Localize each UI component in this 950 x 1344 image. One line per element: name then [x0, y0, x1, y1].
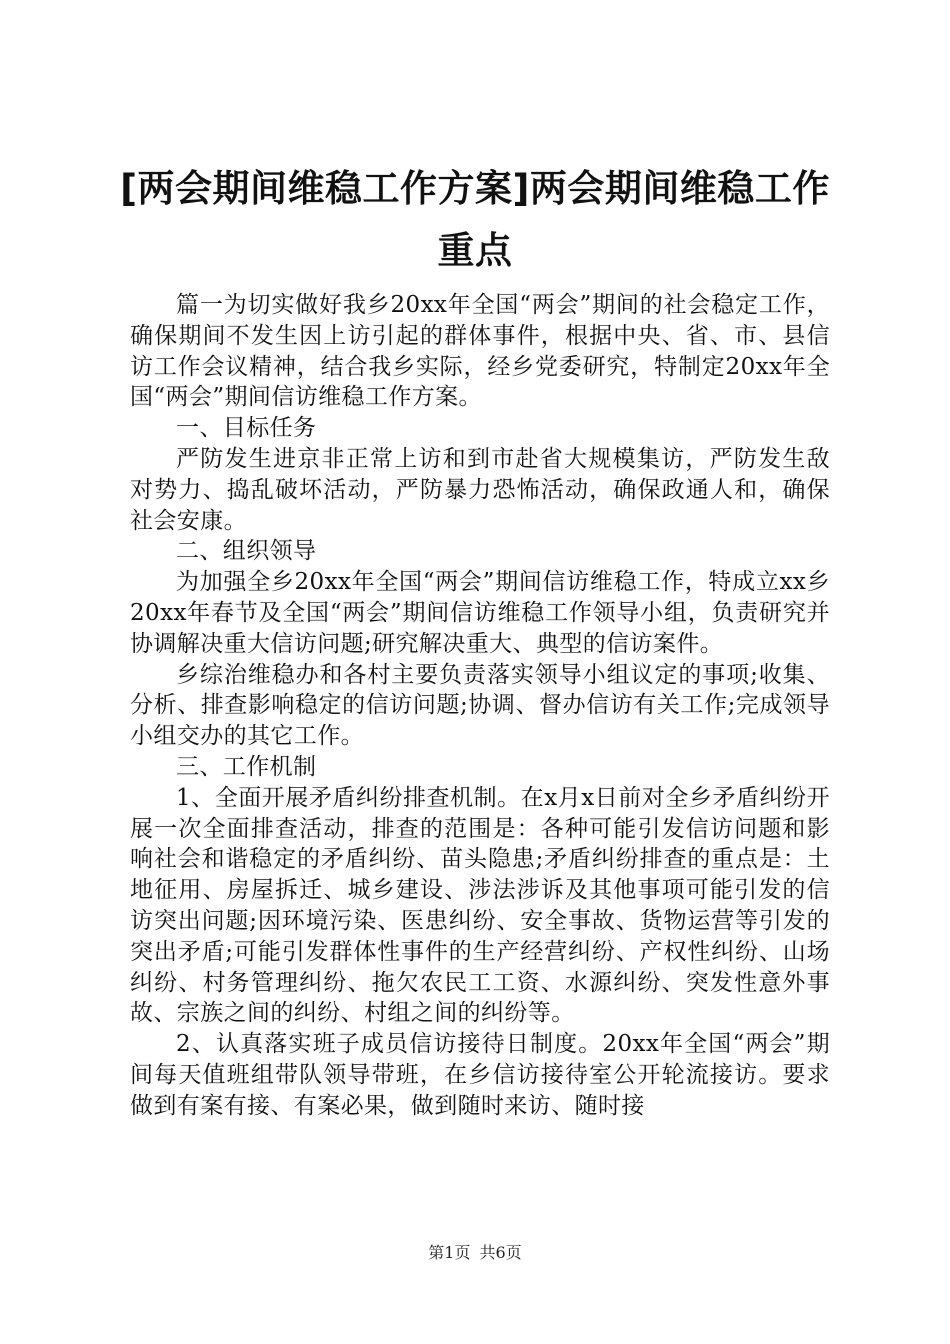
paragraph-responsibilities: 乡综治维稳办和各村主要负责落实领导小组议定的事项;收集、分析、排查影响稳定的信访问题;协调、督办信访有关工作;完成领导小组交办的其它工作。	[130, 661, 830, 750]
paragraph-goals: 严防发生进京非正常上访和到市赴省大规模集访，严防发生敌对势力、捣乱破坏活动，严防暴力恐怖活动，确保政通人和，确保社会安康。	[130, 445, 830, 534]
page-footer	[0, 1242, 950, 1264]
heading-goals: 一、目标任务	[176, 415, 317, 442]
paragraph-organization: 为加强全乡20xx年全国“两会”期间信访维稳工作，特成立xx乡20xx年春节及全国“两会”期间信访维稳工作领导小组，负责研究并协调解决重大信访问题;研究解决重大、典型的信访案件。	[130, 569, 830, 657]
paragraph-intro: 篇一为切实做好我乡20xx年全国“两会”期间的社会稳定工作，确保期间不发生因上访引起的群体事件，根据中央、省、市、县信访工作会议精神，结合我乡实际，经乡党委研究，特制定20xx年全国“两会”期间信访维稳工作方案。	[130, 292, 830, 411]
document-body	[130, 290, 830, 1122]
page-total: 共6页	[479, 1243, 522, 1262]
paragraph-mechanism-1: 1、全面开展矛盾纠纷排查机制。在x月x日前对全乡矛盾纠纷开展一次全面排查活动，排查的范围是：各种可能引发信访问题和影响社会和谐稳定的矛盾纠纷、苗头隐患;矛盾纠纷排查的重点是：土地征用、房屋拆迁、城乡建设、涉法涉诉及其他事项可能引发的信访突出问题;因环境污染、医患纠纷、安全事故、货物运营等引发的突出矛盾;可能引发群体性事件的生产经营纠纷、产权性纠纷、山场纠纷、村务管理纠纷、拖欠农民工工资、水源纠纷、突发性意外事故、宗族之间的纠纷、村组之间的纠纷等。	[130, 784, 830, 1027]
heading-organization: 二、组织领导	[176, 538, 317, 565]
heading-mechanism: 三、工作机制	[176, 753, 317, 780]
document-title: [两会期间维稳工作方案]两会期间维稳工作重点	[120, 167, 830, 272]
page-number: 第1页	[428, 1243, 471, 1262]
paragraph-mechanism-2: 2、认真落实班子成员信访接待日制度。20xx年全国“两会”期间每天值班组带队领导带班，在乡信访接待室公开轮流接访。要求做到有案有接、有案必果，做到随时来访、随时接	[130, 1031, 830, 1119]
